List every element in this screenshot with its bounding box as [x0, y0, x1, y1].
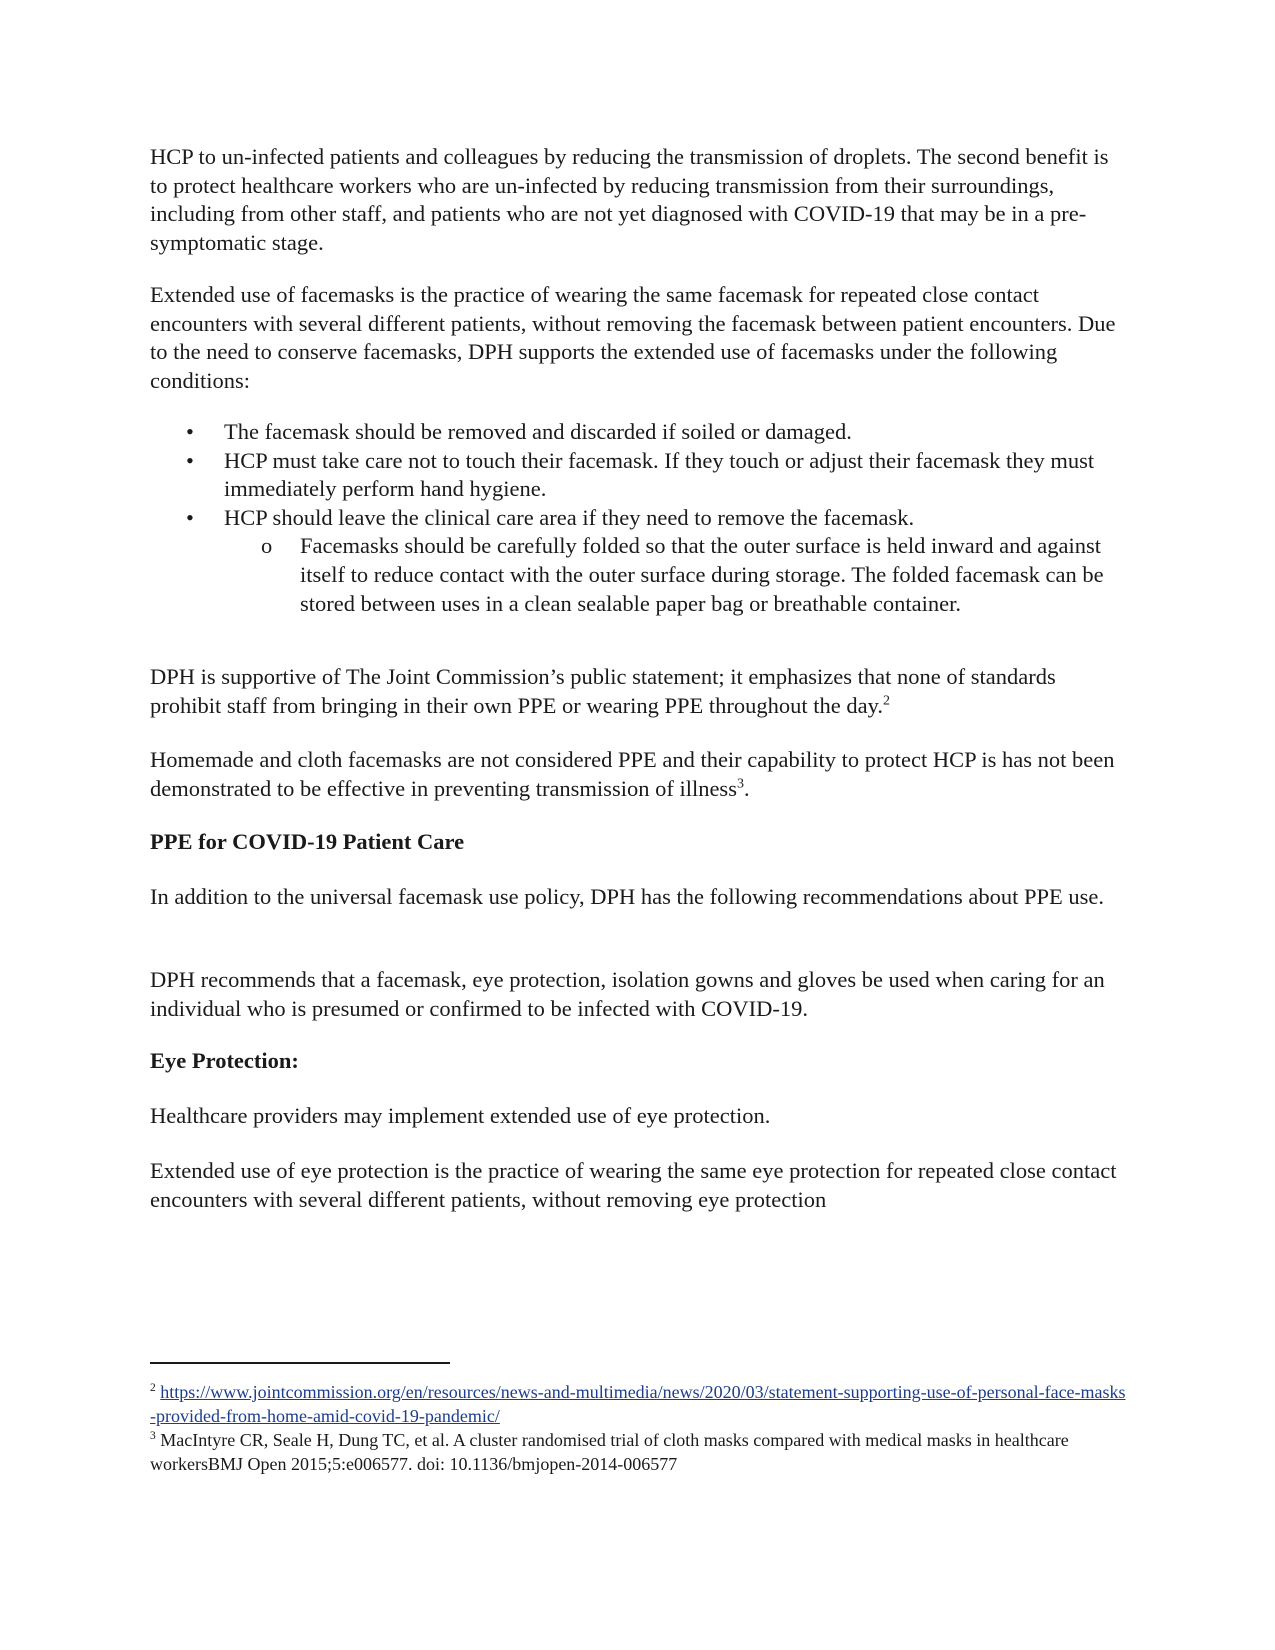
paragraph-text: Healthcare providers may implement extended use of eye protection. [150, 1103, 771, 1128]
footnote-ref-2[interactable]: 2 [883, 693, 891, 709]
paragraph-text: Extended use of eye protection is the practice of wearing the same eye protection for repeated close contact encounters with several different patients, without removing eye protection [150, 1158, 1117, 1212]
bullet-marker: • [186, 447, 194, 473]
paragraph-body: Homemade and cloth facemasks are not considered PPE and their capability to protect HCP is has not been demonstrated to be effective in preventing transmission of illness [150, 747, 1115, 801]
paragraph-dph-recommends [150, 966, 1130, 1023]
paragraph-text: HCP to un-infected patients and colleagues by reducing the transmission of droplets. The second benefit is to protect healthcare workers who are un-infected by reducing transmission from their surroundings, including from other staff, and patients who are not yet diagnosed with COVID-19 that may be in a pre-symptomatic stage. [150, 144, 1109, 255]
sub-list-item-text: Facemasks should be carefully folded so that the outer surface is held inward and against itself to reduce contact with the outer surface during storage. The folded facemask can be stored between uses in a clean sealable paper bag or breathable container. [300, 533, 1104, 616]
list-item-text: HCP should leave the clinical care area if they need to remove the facemask. [224, 504, 915, 530]
paragraph-end: . [743, 775, 750, 801]
footnote-link-joint-commission[interactable]: https://www.jointcommission.org/en/resources/news-and-multimedia/news/2020/03/statement-supporting-use-of-personal-face-masks-provided-from-home-amid-covid-19-pandemic/ [150, 1382, 1126, 1426]
paragraph-text [150, 746, 1130, 803]
heading-eye-protection: Eye Protection: [150, 1048, 299, 1073]
paragraph-text [150, 663, 1130, 720]
bullet-marker: • [186, 419, 194, 444]
paragraph-body: DPH is supportive of The Joint Commission’s public statement; it emphasizes that none of standards prohibit staff from bringing in their own PPE or wearing PPE throughout the day. [150, 664, 1056, 718]
paragraph-joint-commission [150, 663, 1130, 720]
facemask-conditions-list [150, 418, 1130, 618]
list-item-text: HCP must take care not to touch their facemask. If they touch or adjust their facemask they must immediately perform hand hygiene. [224, 447, 1095, 502]
footnote-number: 2 [150, 1382, 156, 1394]
footnote-text: MacIntyre CR, Seale H, Dung TC, et al. A cluster randomised trial of cloth masks compared with medical masks in healthcare workersBMJ Open 2015;5:e006577. doi: 10.1136/bmjopen-2014-006577 [150, 1430, 1069, 1474]
sub-list-item [150, 532, 1130, 618]
paragraph-eye-protection-providers [150, 1102, 1130, 1131]
paragraph-text: In addition to the universal facemask use policy, DPH has the following recommendations about PPE use. [150, 884, 1104, 909]
paragraph-text: Extended use of facemasks is the practice of wearing the same facemask for repeated close contact encounters with several different patients, without removing the facemask between patient encounters. Due to the need to conserve facemasks, DPH supports the extended use of facemasks under the following conditions: [150, 282, 1116, 393]
paragraph-extended-use-eye-protection [150, 1157, 1130, 1214]
footnote-number: 3 [150, 1430, 156, 1442]
list-item [150, 504, 1130, 533]
sub-bullet-marker: o [261, 533, 273, 559]
paragraph-extended-use-facemasks [150, 281, 1130, 395]
list-item [150, 418, 1130, 447]
footnote-2 [150, 1380, 1130, 1428]
paragraph-droplet-transmission [150, 143, 1130, 257]
footnote-ref-3[interactable]: 3 [736, 776, 744, 792]
paragraph-universal-facemask [150, 883, 1130, 912]
footnotes [150, 1380, 1130, 1476]
footnote-3 [150, 1428, 1130, 1476]
bullet-marker: • [186, 504, 194, 530]
paragraph-homemade-masks [150, 746, 1130, 803]
footnote-divider [150, 1362, 450, 1364]
list-item [150, 447, 1130, 504]
heading-ppe-covid-patient-care: PPE for COVID-19 Patient Care [150, 829, 465, 854]
paragraph-text: DPH recommends that a facemask, eye protection, isolation gowns and gloves be used when caring for an individual who is presumed or confirmed to be infected with COVID-19. [150, 967, 1105, 1021]
list-item-text: The facemask should be removed and discarded if soiled or damaged. [224, 419, 852, 444]
